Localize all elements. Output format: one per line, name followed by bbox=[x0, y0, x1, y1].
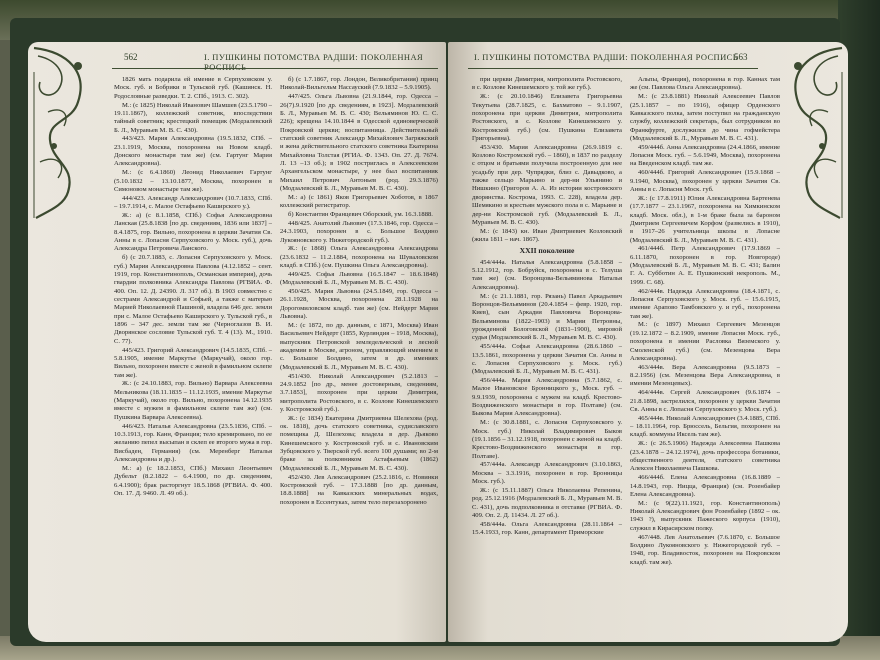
open-book bbox=[10, 18, 840, 646]
entry-paragraph: Ж.: (с 1868) Ольга Александровна Александрова (23.6.1832 – 11.2.1884, похоронена на Шуваловском кладб. в СПб.) (см. Пушкина Ольга Александровна). bbox=[280, 245, 438, 270]
running-head: I. ПУШКИНЫ ПОТОМСТВА РАДШИ: ПОКОЛЕННАЯ РОСПИСЬ bbox=[204, 52, 424, 72]
entry-paragraph: 460/444б. Григорий Александрович (15.9.1868 – 9.1940, Москва), похоронен у церкви Зачатия Св. Анны в с. Лопасня Моск. губ. bbox=[630, 169, 780, 193]
left-column-1 bbox=[114, 76, 272, 636]
entry-paragraph: 454/444а. Наталья Александровна (5.8.1858 – 5.12.1912, гор. Бобруйск, похоронена в с. Телуша там же) (см. Воронцова-Вельяминова Наталья Александровна). bbox=[472, 258, 622, 291]
page-number: 563 bbox=[734, 52, 748, 62]
entry-paragraph: 466/444б. Елена Александровна (16.8.1889 – 14.8.1943, гор. Ницца, Франция) (см. Розенбайер Елена Александровна). bbox=[630, 474, 780, 498]
entry-paragraph: Ж.: (с 17.8.1911) Юлия Александровна Бартенева (17.7.1877 – 23.1.1967, похоронена на Химкинском кладб. Моск. обл.), в 1-м браке была за бароном Дмитрием Сергеевичем Корфом (развелись в 1910), в 1917–26 учительница школы в Лопасне (Модзалевский Б. Л., Муравьев М. В. С. 431). bbox=[630, 194, 780, 244]
entry-paragraph: Ж.: а) (с 8.1.1858, СПб.) Софья Александровна Ланская (25.8.1838 [по др. сведениям, 1836 или 1837] – 8.4.1875, гор. Вильно, похоронена в церкви Зачатия Св. Анны в с. Лопасня Серпуховского у. Моск. губ.), дочь Александра Петровича Ланского. bbox=[114, 212, 272, 253]
header-rule bbox=[112, 68, 438, 69]
entry-paragraph: М.: а) (с 18.2.1853, СПб.) Михаил Леонтьевич Дубельт (8.2.1822 – 6.4.1900, по др. сведениям, 6.4.1900); брак расторгнут 18.5.1868 (РГВИА. Ф. 400. Оп. 17. Д. 9460. Л. 49 об.). bbox=[114, 464, 272, 497]
entry-paragraph: 451/430. Николай Александрович (5.2.1813 – 24.9.1852 [по др., менее достоверным, сведениям, 3.7.1853], похоронен при церкви Димитрия, митрополита Ростовского, в с. Козлове Кинешемского у. Костромской губ.). bbox=[280, 372, 438, 413]
header-rule bbox=[468, 68, 758, 69]
generation-heading: XXII поколение bbox=[519, 246, 575, 256]
entry-paragraph: 453/430. Мария Александровна (26.9.1819 с. Козлово Костромской губ. – 1860), в 1837 по разделу с отцом и братьями получила построенную для нее усадьбу при дер. Чупрядки, близ с. Давыдково, а также сельцо Марьино и дер-ни Ульянино и Нишкино (Григоров А. А. Из истории костромского дворянства. Кострома, 1993. С. 228), владела дер. Шемякино и крестьян мужского пола в с. Марьине и дер-ни Костромской губ. (Модзалевский Б. Л., Муравьев М. В. С. 430). bbox=[472, 143, 622, 226]
entry-paragraph: М.: (с 30.8.1881, с. Лопасня Серпуховского у. Моск. губ.) Николай Владимирович Быков (19.1.1856 – 31.12.1918, похоронен с женой на кладб. Крестово-Воздвиженского монастыря в гор. Полтаве). bbox=[472, 419, 622, 460]
right-page bbox=[448, 42, 848, 642]
entry-paragraph: Ж.: (с 26.5.1906) Надежда Алексеевна Пашкова (23.4.1878 – 24.12.1974), дочь профессора ботаники, общественного деятеля, статского советника Алексея Николаевича Пашкова. bbox=[630, 440, 780, 473]
entry-paragraph: М.: а) (с 1861) Яков Григорьевич Хоботов, в 1867 коллежский регистратор. bbox=[280, 193, 438, 210]
entry-paragraph: 444/423. Александр Александрович (10.7.1833, СПб. – 19.7.1914, с. Малое Остафьево Каширского у.). bbox=[114, 194, 272, 211]
entry-paragraph: 461/444б. Петр Александрович (17.9.1869 – 6.11.1870, похоронен в гор. Новгороде) (Модзалевский Б. Л., Муравьев М. В. С. 431; Балин Г. А. Субботин А. Е. Пушкинский некрополь. М., 1999. С. 68). bbox=[630, 245, 780, 286]
entry-paragraph: М.: (с 9(22).11.1921, гор. Константинополь) Николай Александрович фон Розенбайер (1892 – ок. 1943 ?), выпускник Пажеского корпуса (1910), служил в Кирасирском полку. bbox=[630, 499, 780, 532]
entry-paragraph: 464/444в. Сергей Александрович (9.6.1874 – 21.8.1898, застрелился, похоронен у церкви Зачатия Св. Анны в с. Лопасня Серпуховского у. Моск. губ.). bbox=[630, 389, 780, 413]
entry-paragraph: М.: (с 1872, по др. данным, с 1871, Москва) Иван Васильевич Нейдерт (1855, Курляндия – 1918, Москва), выпускник Петровской земледельческой и лесной академии в Москве, агроном, управляющий имением в с. Большое Болдино, затем в др. имениях (Модзалевский Б. Л., Муравьев М. В. С. 430). bbox=[280, 321, 438, 371]
running-head: I. ПУШКИНЫ ПОТОМСТВА РАДШИ: ПОКОЛЕННАЯ РОСПИСЬ bbox=[474, 52, 738, 62]
entry-paragraph: М.: (с 1825) Николай Иванович Шамшев (23.5.1790 – 19.11.1867), коллежский советник, впоследствии тайный советник; крестецкий помещик (Модзалевский Б. Л., Муравьев М. В. С. 430). bbox=[114, 101, 272, 134]
entry-paragraph: 457/444а. Александр Александрович (3.10.1863, Москва – 3.3.1916, похоронен в гор. Бронницы Моск. губ.). bbox=[472, 461, 622, 486]
corner-ornament-icon bbox=[28, 42, 108, 222]
entry-paragraph: Ж.: (с 15.11.1887) Ольга Николаевна Репенина, род. 25.12.1916 (Модзалевский Б. Л., Муравьев М. В. С. 431), дочь подполковника в отставке (РГВИА. Ф. 409. Оп. 2. Д. 11434. Л. 27 об.). bbox=[472, 487, 622, 520]
corner-ornament-icon bbox=[768, 42, 848, 222]
entry-paragraph: 450/425. Мария Львовна (24.5.1849, гор. Одесса – 26.1.1928, Москва, похоронена 28.1.1928 на Дорогомиловском кладб. там же) (см. Нейдерт Мария Львовна). bbox=[280, 288, 438, 321]
left-column-2 bbox=[280, 76, 438, 636]
entry-paragraph: 447/425. Ольга Львовна (21.9.1844, гор. Одесса – 26(7).9.1920 [по др. сведениям, в 1923]. Модзалевский Б. Л., Муравьев М. В. С. 430; Вельяминов Ю. С. С. 226); крещена 14.10.1844 в Одесской единоверческой Покровской церкви; воспитанница. Действительный статский советник Александр Михайлович Загряжский и жена действительного статского советника Екатерина Михайловна Толстая (РГИА. Ф. 1343. Оп. 27. Д. 7674. Л. 13 –13 об.); в 1902 постриглась в Алексеевском Архангельском монастыре, у нее был воспитанник Михаил Петрович Антоньев (род. 29.3.1876) (Модзалевский Б. Л., Муравьев М. В. С. 430). bbox=[280, 93, 438, 192]
entry-paragraph: 459/444б. Анна Александровна (24.4.1866, имение Лопасня Моск. губ. – 5.6.1949, Москва), похоронена на Введенском кладб. там же. bbox=[630, 143, 780, 168]
entry-paragraph: 465/444в. Николай Александрович (3.4.1885, СПб. – 18.11.1964, гор. Брюссель, Бельгия, похоронен на кладб. коммуны Иксель там же). bbox=[630, 414, 780, 439]
entry-paragraph: Ж.: (с 1834) Екатерина Дмитриевна Шелехова (род. ок. 1818), дочь статского советника, судиславского помещика Д. Шелехова; владела в дер. Дьяково Кинешемского у. Костромской губ. и с. Ивановским Зубцовского у. Тверской губ. всего 100 душами; во 2-м браке за полковником Астафьевым (1862) (Модзалевский Б. Л., Муравьев М. В. С. 430). bbox=[280, 414, 438, 472]
entry-paragraph: М.: (с 6.4.1860) Леонид Николаевич Гартунг (5.10.1832 – 13.10.1877, Москва, похоронен в Симоновом монастыре там же). bbox=[114, 169, 272, 193]
left-page bbox=[28, 42, 446, 642]
page-number: 562 bbox=[124, 52, 138, 62]
entry-paragraph: б) Константин Францевич Оборский, ум. 16.3.1888. bbox=[288, 211, 433, 218]
right-column-1 bbox=[472, 76, 622, 636]
entry-paragraph: 443/423. Мария Александровна (19.5.1832, СПб. – 23.1.1919, Москва, похоронена на Новом кладб. Донского монастыря там же) (см. Гартунг Мария Александровна). bbox=[114, 135, 272, 168]
entry-paragraph: 446/423. Наталья Александровна (23.5.1836, СПб. – 10.3.1913, гор. Канн, Франция; тело кремировано, по ее желанию пепел высыпан в склеп ее второго мужа в гор. Висбаден, Германия) (см. Меренберг Наталья Александровна и др.). bbox=[114, 422, 272, 463]
entry-paragraph: 462/444в. Надежда Александровна (18.4.1871, с. Лопасня Серпуховского у. Моск. губ. – 15.6.1915, имение Арапово Тамбовского у. и губ., похоронена там же). bbox=[630, 287, 780, 320]
entry-paragraph: 445/423. Григорий Александрович (14.5.1835, СПб. – 5.8.1905, имение Маркутье (Маркучай), около гор. Вильно, похоронен вместе с женой в фамильном склепе там же). bbox=[114, 346, 272, 379]
entry-paragraph: 458/444а. Ольга Александровна (28.11.1864 – 15.4.1933, гор. Канн, департамент Приморские bbox=[472, 520, 622, 537]
entry-paragraph: 1826 мать подарила ей имение в Серпуховском у. Моск. губ. и Бобрики в Тульской губ. (Кашинск. Н. Родословные разведки. Т. 2. СПб., 1913. С. 302). bbox=[114, 76, 272, 100]
entry-paragraph: 463/444в. Вера Александровна (9.5.1873 – 8.2.1956) (см. Мезенцова Вера Александровна, в имении Мезенцевых). bbox=[630, 363, 780, 388]
entry-paragraph: б) (с 1.7.1867, гор. Лондон, Великобритания) принц Николай-Вильгельм Нассауский (7.9.1832 – 5.9.1905). bbox=[280, 76, 438, 92]
entry-paragraph: б) (с 20.7.1883, с. Лопасня Серпуховского у. Моск. губ.) Мария Александровна Павлова (4.12.1852 – сент. 1919, гор. Константинополь, Османская империя), дочь гвардии полковника Александра Павлова (РГВИА. Ф. 400. Оп. 12. Д. 24390. Л. 317 об.). В 1903 совместно с сестрами Александрой и Софьей, а также с матерью Марией Николаевной Пашиной, владела 646 дес. земли при с. Малое Остафьево Каширского у. Тульской губ., в 1896 – 347 дес. земли там же (Черноглазов В. И. Дворянское сословие Тульской губ. Т. 4 (13). М., 1910. С. 77). bbox=[114, 254, 272, 345]
entry-paragraph: М.: (с 23.8.1881) Николай Алексеевич Павлов (25.1.1857 – по 1916), офицер Орденского Кавказского полка, затем поступил на гражданскую службу, коллежский секретарь, был сотрудником во Франкфурте, дослужился до чина гофмейстера (Модзалевский Б. Л., Муравьев М. В. С. 431). bbox=[630, 93, 780, 142]
entry-paragraph: М.: (с 1897) Михаил Сергеевич Мезенцов (19.12.1872 – 8.2.1909, имение Лопасня Моск. губ., похоронена в имении Расловка Вяземского у. Смоленской губ.) (см. Мезенцова Вера Александровна). bbox=[630, 321, 780, 362]
entry-paragraph: М.: (с 21.1.1881, гор. Рязань) Павел Аркадьевич Воронцов-Вельяминов (20.4.1854 – февр. 1920, гор. Киев), сын Аркадия Павловича Воронцова-Вельяминова (1822–1903) и Марии Петровны, урожденной Бологовской (1831–1900), мировой судья (Модзалевский Б. Л., Муравьев М. В. С. 430). bbox=[472, 292, 622, 342]
entry-paragraph: 467/448. Лев Анатольевич (7.6.1870, с. Большое Болдино Лукояновского у. Нижегородской губ. – 1948, гор. Владивосток, похоронен на Покровском кладб. там же). bbox=[630, 533, 780, 566]
entry-paragraph: при церкви Димитрия, митрополита Ростовского, в с. Козлове Кинешемского у. той же губ.). bbox=[472, 76, 622, 92]
entry-paragraph: Ж.: (с 24.10.1883, гор. Вильно) Варвара Алексеевна Мельникова (18.11.1835 – 11.12.1935, имение Маркутье (Маркучай), около гор. Вильно, похоронена 14.12.1935 вместе с мужем в фамильном склепе там же) (см. Пушкина Варвара Алексеевна). bbox=[114, 380, 272, 421]
entry-paragraph: 455/444а. Софья Александровна (28.6.1860 – 13.5.1861, похоронена у церкви Зачатия Св. Анны в с. Лопасня Серпуховского у. Моск. губ.) (Модзалевский Б. Л., Муравьев М. В. С. 431). bbox=[472, 343, 622, 376]
entry-paragraph: Альпы, Франция), похоронена в гор. Каннах там же (см. Павлова Ольга Александровна). bbox=[630, 76, 780, 92]
entry-paragraph: Ж.: (с 20.10.1846) Елизавета Григорьевна Текутьева (28.7.1825, с. Бахматово – 9.1.1907, похоронена при церкви Димитрия, митрополита Ростовского, в с. Козлове Кинешемского у. Костромской губ.) (см. Пушкина Елизавета Григорьевна). bbox=[472, 93, 622, 142]
right-column-2 bbox=[630, 76, 780, 636]
entry-paragraph: М.: (с 1843) кн. Иван Дмитриевич Козловский (жила 1811 – нач. 1867). bbox=[472, 227, 622, 244]
entry-paragraph: 448/425. Анатолий Львович (17.3.1846, гор. Одесса – 24.3.1903, похоронен в с. Большое Болдино Лукояновского у. Нижегородской губ.). bbox=[280, 219, 438, 244]
entry-paragraph: 452/430. Лев Александрович (25.2.1816, с. Новинки Костромской губ. – 17.3.1888 [по др. данным, 18.8.1888] на Кавказских минеральных водах, похоронен в Ессентуках, затем тело перезахоронено bbox=[280, 473, 438, 506]
entry-paragraph: 449/425. Софья Львовна (16.5.1847 – 18.6.1848) (Модзалевский Б. Л., Муравьев М. В. С. 430). bbox=[280, 270, 438, 287]
entry-paragraph: 456/444а. Мария Александровна (5.7.1862, с. Малое Ивановское Бронницкого у., Моск. губ. – 9.9.1939, похоронена с мужем на кладб. Крестово-Воздвиженского монастыря в гор. Полтаве) (см. Быкова Мария Александровна). bbox=[472, 377, 622, 418]
